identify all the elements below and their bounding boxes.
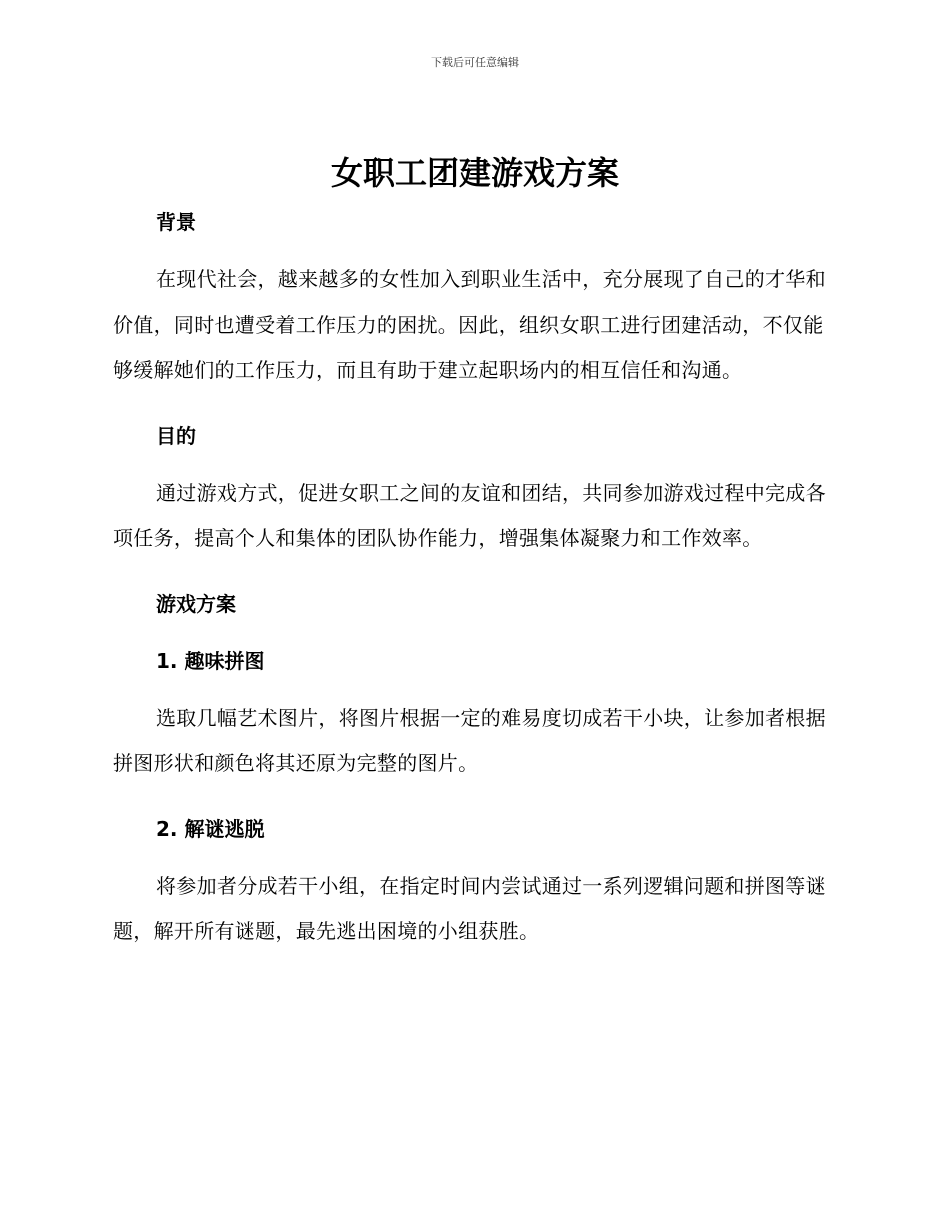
section-heading-purpose: 目的 xyxy=(156,423,196,448)
section-heading-plan: 游戏方案 xyxy=(156,591,236,616)
section-text-background: 在现代社会，越来越多的女性加入到职业生活中，充分展现了自己的才华和价值，同时也遭受着工作压力的困扰。因此，组织女职工进行团建活动，不仅能够缓解她们的工作压力，而且有助于建立起职场内的相互信任和沟通。 xyxy=(113,267,826,382)
section-heading-background: 背景 xyxy=(156,210,196,234)
header-note: 下载后可任意编辑 xyxy=(431,56,519,69)
document-title: 女职工团建游戏方案 xyxy=(330,154,619,192)
game-heading-escape: 2. 解谜逃脱 xyxy=(156,816,265,841)
game-heading-puzzle: 1. 趣味拼图 xyxy=(156,648,265,673)
game-text-puzzle: 选取几幅艺术图片，将图片根据一定的难易度切成若干小块，让参加者根据拼图形状和颜色将其还原为完整的图片。 xyxy=(113,705,826,775)
document-body xyxy=(113,205,833,955)
section-text-purpose: 通过游戏方式，促进女职工之间的友谊和团结，共同参加游戏过程中完成各项任务，提高个人和集体的团队协作能力，增强集体凝聚力和工作效率。 xyxy=(113,480,826,550)
game-text-escape: 将参加者分成若干小组，在指定时间内尝试通过一系列逻辑问题和拼图等谜题，解开所有谜题，最先逃出困境的小组获胜。 xyxy=(113,873,826,943)
